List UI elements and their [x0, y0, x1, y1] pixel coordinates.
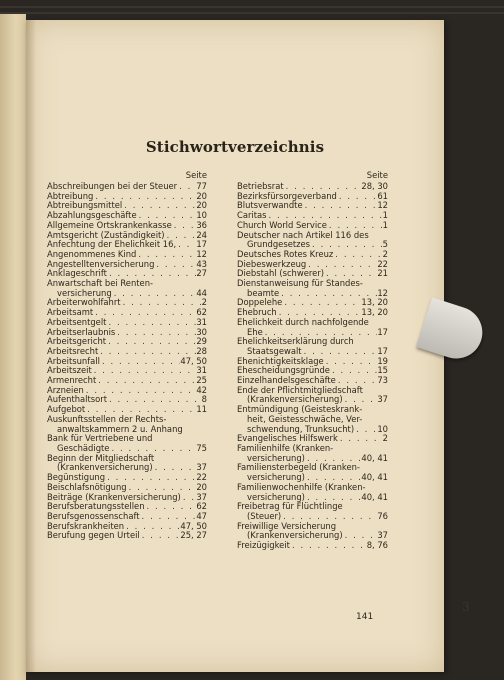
dot-leader	[106, 337, 196, 347]
index-entry-term: Familienwochenhilfe (Kranken-	[237, 482, 366, 492]
dot-leader	[122, 201, 196, 211]
index-entry	[47, 415, 207, 434]
dot-leader	[136, 250, 196, 260]
index-entry	[237, 483, 388, 502]
index-entry-term: versicherung)	[247, 453, 305, 463]
facing-page-edge	[0, 14, 26, 680]
index-entry-term: Arbeitsgericht	[47, 337, 107, 347]
index-entry-term: (Krankenversicherung)	[247, 395, 343, 405]
index-entry	[47, 347, 207, 357]
index-entry-term: Anklageschrift	[47, 269, 107, 279]
dot-leader	[107, 269, 196, 279]
index-entry-page: 13, 20	[361, 308, 388, 318]
index-entry-term: Ehescheidungsgründe	[237, 366, 330, 376]
dot-leader	[324, 357, 378, 367]
background-board-line	[0, 12, 504, 14]
index-entry-term: Arbeiterwohlfahrt	[47, 298, 121, 308]
index-entry-page: 12	[377, 201, 388, 211]
index-entry-term: Freibetrag für Flüchtlinge	[237, 502, 343, 512]
index-entry-term: Diebeswerkzeug	[237, 259, 307, 269]
index-entry-page: 31	[196, 317, 207, 327]
index-entry-term: Diebstahl (schwerer)	[237, 269, 324, 279]
dot-leader	[306, 260, 377, 270]
index-entry-term: Freiwillige Versicherung	[237, 521, 337, 531]
index-entry-page: 1	[382, 220, 388, 230]
index-entry-term: versicherung)	[247, 473, 305, 483]
index-entry-page: 22	[377, 259, 388, 269]
dot-leader	[93, 308, 196, 318]
index-entry-term: heit, Geistesschwäche, Ver-	[247, 414, 363, 424]
index-entry-page: 42	[196, 385, 207, 395]
dot-leader	[338, 434, 383, 444]
index-entry-page: 40, 41	[361, 492, 388, 502]
index-entry-term: Angestelltenversicherung	[47, 259, 155, 269]
dot-leader	[115, 328, 196, 338]
index-entry	[47, 376, 207, 386]
index-entry-page: 43	[196, 259, 207, 269]
page-title: Stichwortverzeichnis	[145, 138, 325, 156]
index-entry-term: Arbeitsamt	[47, 308, 94, 318]
dot-leader	[109, 444, 196, 454]
index-entry-page: 1	[382, 211, 388, 221]
dot-leader	[181, 493, 197, 503]
index-entry-term: Evangelisches Hilfswerk	[237, 434, 338, 444]
index-entry-term: Abtreibung	[47, 191, 94, 201]
index-entry	[47, 366, 207, 376]
index-entry	[237, 231, 388, 250]
index-entry-page: 10	[196, 211, 207, 221]
index-entry-page: 10	[377, 424, 388, 434]
index-entry-term: Ehenichtigkeitsklage	[237, 356, 324, 366]
dot-leader	[343, 531, 378, 541]
index-entry	[237, 279, 388, 298]
index-entry	[47, 395, 207, 405]
index-entry	[237, 386, 388, 405]
index-entry	[47, 531, 207, 541]
index-entry-page: 25, 27	[180, 531, 207, 541]
index-entry-page: 17	[377, 327, 388, 337]
index-entry-page: 24	[196, 230, 207, 240]
index-entry-term: schwendung, Trunksucht)	[247, 424, 355, 434]
index-entry-term: (Steuer)	[247, 511, 282, 521]
index-entry	[47, 240, 207, 250]
index-entry-page: 61	[377, 191, 388, 201]
index-entry	[47, 522, 207, 532]
index-entry	[237, 366, 388, 376]
index-entry-term: (Krankenversicherung)	[57, 463, 153, 473]
index-entry-page: 2	[201, 298, 207, 308]
index-entry-term: Anwartschaft bei Renten-	[47, 279, 154, 289]
index-entry-term: Anfechtung der Ehelichkeit 16,	[47, 240, 177, 250]
index-entry	[237, 376, 388, 386]
dot-leader	[172, 221, 197, 231]
index-entry-term: beamte	[247, 288, 280, 298]
index-entry-page: 12	[196, 249, 207, 259]
index-entry	[237, 444, 388, 463]
index-entry	[47, 357, 207, 367]
index-entry-page: 31	[196, 366, 207, 376]
index-entry-term: anwaltskammern 2 u. Anhang	[57, 424, 183, 434]
index-entry-page: 28, 30	[361, 182, 388, 191]
index-entry-page: 77	[196, 182, 207, 191]
index-entry-term: Blutsverwandte	[237, 201, 303, 211]
index-entry-term: Arbeitszeit	[47, 366, 92, 376]
index-entry-term: versicherung)	[247, 492, 305, 502]
index-entry-term: Arbeitserlaubnis	[47, 327, 116, 337]
index-entry	[47, 386, 207, 396]
index-entry-page: 25	[196, 376, 207, 386]
index-entry-term: Ehelichkeitserklärung durch	[237, 337, 354, 347]
index-entry-page: 47, 50	[180, 356, 207, 366]
index-entry-term: Aufgebot	[47, 405, 86, 415]
index-entry-page: 73	[377, 376, 388, 386]
index-entry	[237, 192, 388, 202]
index-entry	[47, 221, 207, 231]
index-entry-term: Betriebsrat	[237, 182, 284, 191]
index-entry	[47, 182, 207, 192]
dot-leader	[98, 347, 196, 357]
index-entry-term: Armenrecht	[47, 376, 97, 386]
dot-leader	[107, 395, 202, 405]
index-entry-term: Aufenthaltsort	[47, 395, 107, 405]
index-entry	[47, 298, 207, 308]
index-entry-page: 8, 76	[366, 541, 388, 551]
index-entry-term: Auskunftsstellen der Rechts-	[47, 414, 167, 424]
index-entry-page: 47	[196, 511, 207, 521]
index-entry-page: 15	[377, 366, 388, 376]
index-entry-term: Beginn der Mitgliedschaft	[47, 453, 155, 463]
index-entry-page: 27	[196, 269, 207, 279]
index-entry-page: 17	[377, 346, 388, 356]
dot-leader	[333, 250, 382, 260]
index-entry-page: 19	[377, 356, 388, 366]
dot-leader	[305, 454, 361, 464]
dot-leader	[100, 357, 180, 367]
index-entry	[47, 250, 207, 260]
dot-leader	[176, 240, 196, 250]
dot-leader	[267, 211, 383, 221]
dot-leader	[330, 366, 377, 376]
index-entry-term: Entmündigung (Geisteskrank-	[237, 405, 363, 415]
index-entry	[237, 260, 388, 270]
index-entry-term: versicherung	[57, 288, 112, 298]
index-entry-term: Familiensterbegeld (Kranken-	[237, 463, 360, 473]
index-entry-term: Dienstanweisung für Standes-	[237, 279, 363, 289]
index-entry	[237, 502, 388, 521]
dot-leader	[105, 473, 196, 483]
index-entry-page: 30	[196, 327, 207, 337]
index-entry-term: Arbeitsrecht	[47, 346, 99, 356]
index-entry-page: 37	[377, 531, 388, 541]
index-entry	[237, 434, 388, 444]
dot-leader	[127, 483, 197, 493]
index-entry	[47, 308, 207, 318]
index-entry-term: Berufsberatungsstellen	[47, 502, 145, 512]
dot-leader	[177, 182, 196, 192]
index-entry-page: 22	[196, 473, 207, 483]
dot-leader	[336, 376, 378, 386]
index-entry	[237, 522, 388, 541]
index-entry-term: Freizügigkeit	[237, 541, 290, 551]
background-board-line	[0, 6, 504, 8]
index-entry	[47, 211, 207, 221]
index-entry-page: 47, 50	[180, 521, 207, 531]
index-entry-page: 28	[196, 346, 207, 356]
dot-leader	[281, 512, 377, 522]
dot-leader	[282, 298, 361, 308]
index-entry	[237, 250, 388, 260]
index-entry-term: Bank für Vertriebene und	[47, 434, 153, 444]
index-entry-term: Caritas	[237, 211, 267, 221]
dot-leader	[303, 201, 378, 211]
index-entry	[47, 201, 207, 211]
dot-leader	[354, 425, 377, 435]
index-entry	[47, 493, 207, 503]
index-entry-term: Allgemeine Ortskrankenkasse	[47, 220, 172, 230]
index-entry	[237, 211, 388, 221]
index-entry-term: Begünstigung	[47, 473, 106, 483]
index-entry-page: 13, 20	[361, 298, 388, 308]
dot-leader	[324, 269, 377, 279]
margin-mark: 3	[462, 600, 470, 614]
index-entry-term: Ehe	[247, 327, 263, 337]
index-entry-page: 62	[196, 502, 207, 512]
dot-leader	[140, 512, 197, 522]
index-entry-term: Angenommenes Kind	[47, 249, 137, 259]
index-entry-term: Arbeitsunfall	[47, 356, 100, 366]
index-entry-term: (Krankenversicherung)	[247, 531, 343, 541]
index-entry-page: 75	[196, 443, 207, 453]
dot-leader	[290, 541, 367, 551]
dot-leader	[85, 405, 196, 415]
index-entry-page: 2	[382, 249, 388, 259]
dot-leader	[284, 182, 362, 192]
index-entry	[237, 308, 388, 318]
index-entry-term: Staatsgewalt	[247, 346, 302, 356]
index-entry	[47, 473, 207, 483]
page-number: 141	[356, 612, 374, 622]
index-entry	[47, 192, 207, 202]
dot-leader	[112, 289, 197, 299]
dot-leader	[302, 347, 378, 357]
dot-leader	[92, 366, 197, 376]
dot-leader	[124, 522, 180, 532]
index-entry-term: Ehebruch	[237, 308, 277, 318]
dot-leader	[165, 231, 197, 241]
index-entry-page: 20	[196, 482, 207, 492]
index-entry-page: 17	[196, 240, 207, 250]
index-entry	[237, 201, 388, 211]
dot-leader	[154, 260, 196, 270]
index-entry-page: 37	[196, 463, 207, 473]
index-entry-page: 37	[377, 395, 388, 405]
dot-leader	[93, 192, 196, 202]
page-gutter-shadow	[26, 20, 36, 672]
index-entry	[47, 328, 207, 338]
index-entry	[237, 337, 388, 356]
index-entry-term: Ende der Pflichtmitgliedschaft	[237, 385, 363, 395]
index-entry-page: 36	[196, 220, 207, 230]
index-entry-term: Abtreibungsmittel	[47, 201, 123, 211]
index-entry	[237, 318, 388, 337]
index-entry	[237, 541, 388, 551]
index-entry-page: 5	[382, 240, 388, 250]
dot-leader	[140, 531, 181, 541]
dot-leader	[343, 395, 378, 405]
dot-leader	[153, 463, 197, 473]
index-entry	[47, 231, 207, 241]
dot-leader	[337, 192, 377, 202]
dot-leader	[84, 386, 197, 396]
index-entry	[47, 260, 207, 270]
index-entry-term: Bezirksfürsorgeverband	[237, 191, 337, 201]
index-entry-term: Church World Service	[237, 220, 327, 230]
dot-leader	[121, 298, 202, 308]
index-entry	[47, 502, 207, 512]
dot-leader	[305, 493, 361, 503]
index-entry-term: Arbeitsentgelt	[47, 317, 107, 327]
index-entry-term: Abzahlungsgeschäfte	[47, 211, 137, 221]
index-entry	[47, 454, 207, 473]
index-entry	[47, 269, 207, 279]
index-entry-term: Abschreibungen bei der Steuer	[47, 182, 178, 191]
index-entry-page: 29	[196, 337, 207, 347]
index-entry-page: 76	[377, 511, 388, 521]
index-entry	[47, 279, 207, 298]
dot-leader	[279, 289, 377, 299]
index-entry-page: 12	[377, 288, 388, 298]
index-entry	[237, 182, 388, 192]
index-entry	[47, 483, 207, 493]
dot-leader	[305, 473, 361, 483]
index-entry-term: Beiträge (Krankenversicherung)	[47, 492, 181, 502]
index-entry-page: 11	[196, 405, 207, 415]
index-entry-term: Deutsches Rotes Kreuz	[237, 249, 334, 259]
index-entry-page: 21	[377, 269, 388, 279]
index-entry-term: Familienhilfe (Kranken-	[237, 443, 334, 453]
index-entry-page: 62	[196, 308, 207, 318]
dot-leader	[137, 211, 197, 221]
dot-leader	[145, 502, 197, 512]
index-entry-page: 40, 41	[361, 473, 388, 483]
dot-leader	[106, 318, 196, 328]
index-entry	[237, 405, 388, 434]
index-entry	[237, 298, 388, 308]
index-entry-term: Berufsgenossenschaft	[47, 511, 140, 521]
index-entry-page: 37	[196, 492, 207, 502]
column-header-seite: Seite	[366, 170, 388, 180]
index-entry	[237, 221, 388, 231]
index-entry-page: 2	[382, 434, 388, 444]
index-entry-term: Beischlafsnötigung	[47, 482, 127, 492]
index-entry-term: Berufskrankheiten	[47, 521, 125, 531]
index-entry	[237, 269, 388, 279]
index-entry-page: 20	[196, 201, 207, 211]
index-entry-page: 40, 41	[361, 453, 388, 463]
index-entry-term: Ehelichkeit durch nachfolgende	[237, 317, 369, 327]
index-entry-page: 44	[196, 288, 207, 298]
index-entry	[237, 357, 388, 367]
dot-leader	[327, 221, 383, 231]
index-entry-term: Arzneien	[47, 385, 84, 395]
index-entry-page: 8	[201, 395, 207, 405]
index-entry-term: Grundgesetzes	[247, 240, 311, 250]
index-entry-term: Deutscher nach Artikel 116 des	[237, 230, 369, 240]
dot-leader	[277, 308, 362, 318]
index-entry-term: Einzelhandelsgeschäfte	[237, 376, 336, 386]
column-header-seite: Seite	[185, 170, 207, 180]
index-entry-term: Berufung gegen Urteil	[47, 531, 140, 541]
dot-leader	[310, 240, 383, 250]
dot-leader	[263, 328, 378, 338]
index-entry	[47, 512, 207, 522]
index-column-left	[47, 168, 207, 541]
dot-leader	[96, 376, 196, 386]
index-entry	[47, 337, 207, 347]
index-column-right	[237, 168, 388, 551]
index-entry-page: 20	[196, 191, 207, 201]
index-entry	[237, 463, 388, 482]
index-entry-term: Amtsgericht (Zuständigkeit)	[47, 230, 165, 240]
index-entry	[47, 405, 207, 415]
index-entry-term: Doppelehe	[237, 298, 283, 308]
index-entry-term: Geschädigte	[57, 443, 110, 453]
index-entry	[47, 318, 207, 328]
index-entry	[47, 434, 207, 453]
